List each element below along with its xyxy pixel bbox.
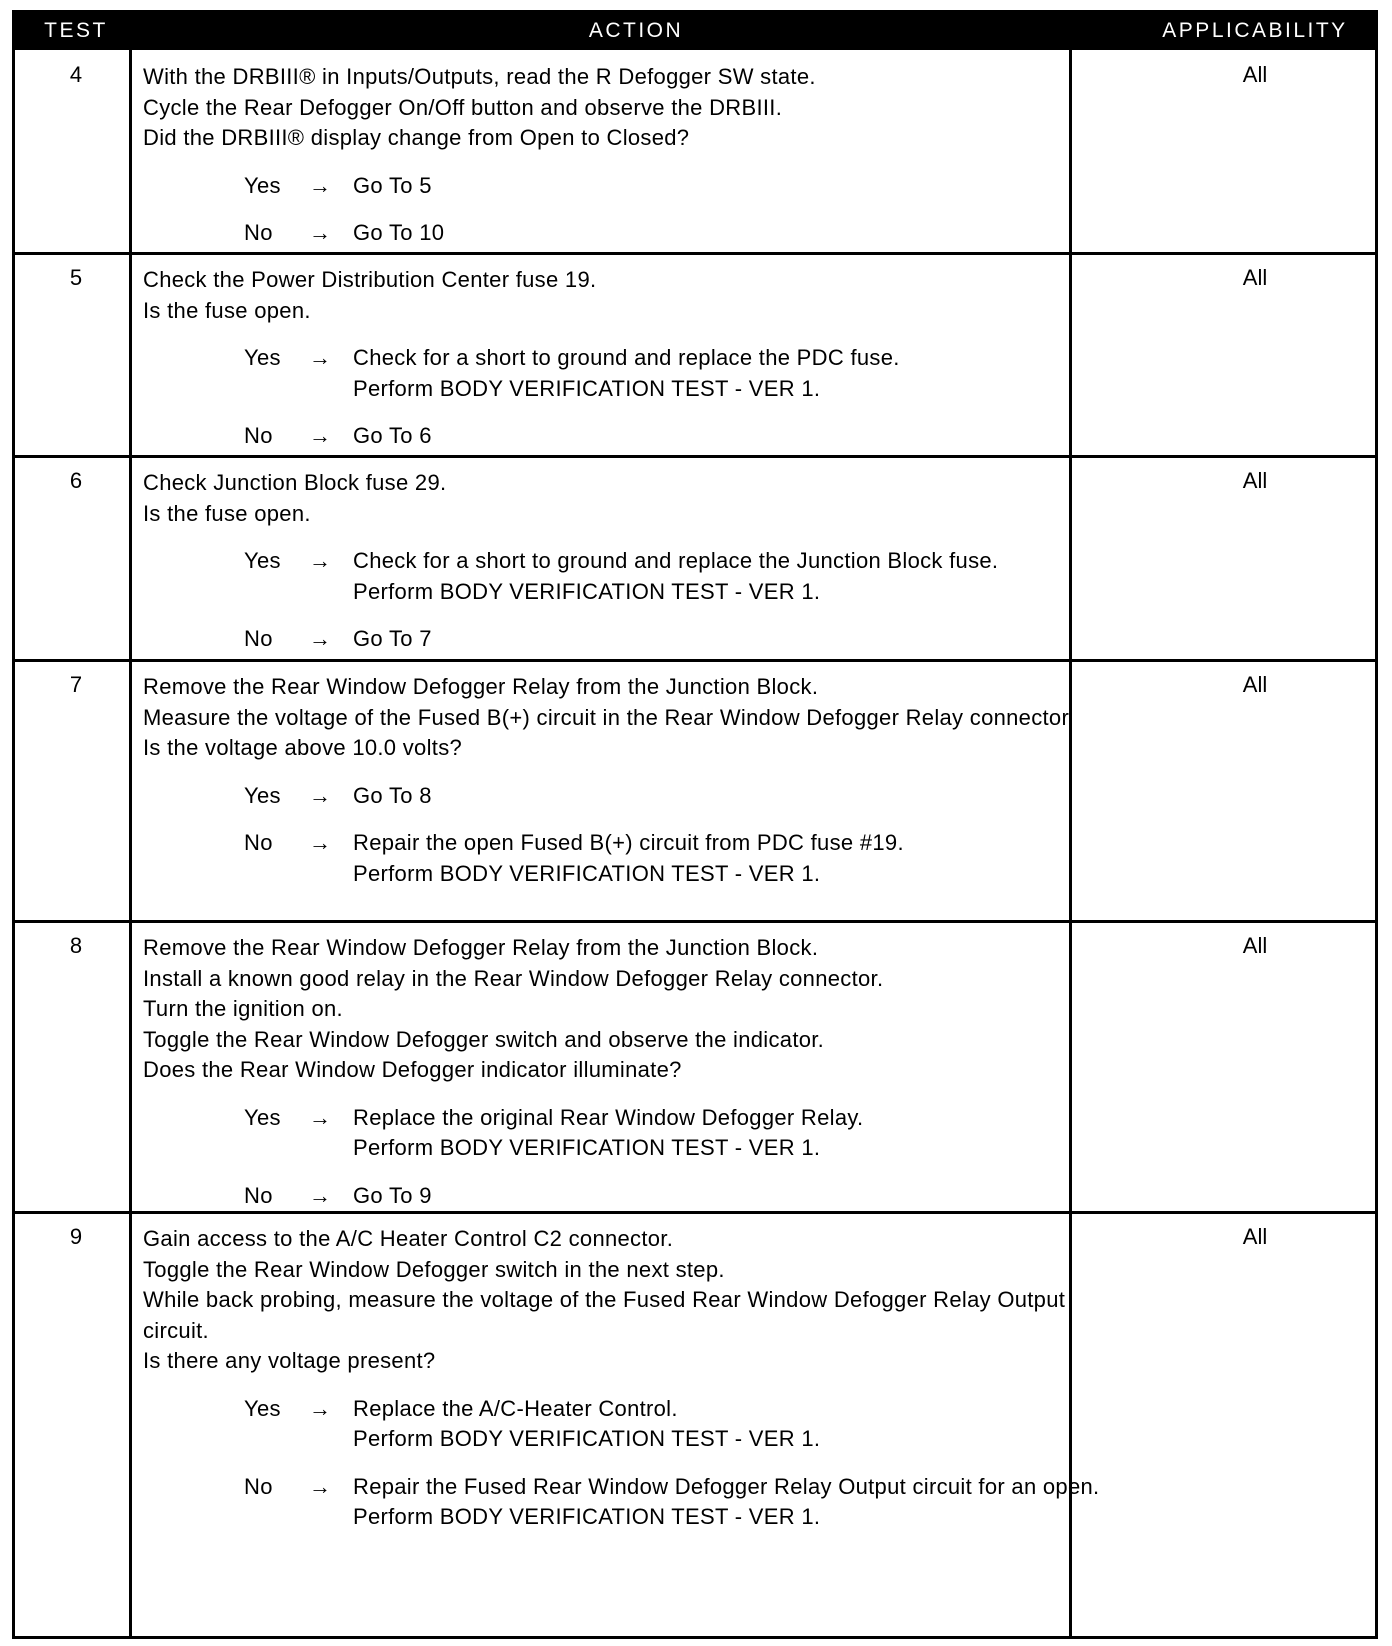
applicability: All: [1242, 468, 1268, 493]
action-line: Toggle the Rear Window Defogger switch and observe the indicator.: [143, 1026, 825, 1052]
header-action: ACTION: [588, 19, 684, 42]
yes-result: [353, 343, 1128, 404]
action-line: Does the Rear Window Defogger indicator illuminate?: [143, 1057, 682, 1082]
yes-result: [353, 1103, 1128, 1164]
result-line: Perform BODY VERIFICATION TEST - VER 1.: [353, 578, 821, 604]
result-line: Repair the open Fused B(+) circuit from PDC fuse #19.: [353, 830, 904, 855]
result-line: Go To 9: [353, 1182, 432, 1208]
test-number: 9: [69, 1224, 83, 1249]
result-line: Perform BODY VERIFICATION TEST - VER 1.: [353, 1135, 821, 1160]
no-result: [353, 828, 1128, 889]
yes-branch: [143, 171, 1128, 202]
result-line: Perform BODY VERIFICATION TEST - VER 1.: [353, 1504, 821, 1529]
action-text: [143, 62, 1128, 249]
action-line: Check the Power Distribution Center fuse 19.: [143, 267, 597, 292]
no-branch: [143, 1472, 1128, 1533]
no-branch: [143, 828, 1128, 889]
result-line: Go To 6: [353, 423, 432, 448]
no-label: No: [244, 626, 273, 651]
result-line: Repair the Fused Rear Window Defogger Relay Output circuit for an open.: [353, 1473, 1100, 1499]
arrow-icon: →: [309, 830, 332, 855]
yes-label: Yes: [244, 172, 281, 198]
action-line: Remove the Rear Window Defogger Relay from the Junction Block.: [143, 935, 819, 960]
no-label: No: [244, 830, 273, 855]
yes-branch: [143, 781, 1128, 812]
test-number: 4: [69, 62, 83, 87]
applicability: All: [1242, 62, 1268, 87]
action-line: Cycle the Rear Defogger On/Off button and observe the DRBIII.: [143, 94, 783, 120]
action-text: [143, 933, 1128, 1211]
action-line: Check Junction Block fuse 29.: [143, 470, 447, 495]
header-applicability: APPLICABILITY: [1162, 19, 1348, 42]
table-row: [15, 50, 1375, 253]
yes-label: Yes: [244, 1395, 281, 1421]
arrow-icon: →: [309, 1395, 332, 1421]
action-text: [143, 1224, 1128, 1533]
yes-result: [353, 781, 1128, 812]
yes-label: Yes: [244, 548, 281, 573]
action-text: [143, 468, 1128, 655]
action-line: While back probing, measure the voltage of the Fused Rear Window Defogger Relay Output circuit.: [143, 1287, 1066, 1343]
result-line: Perform BODY VERIFICATION TEST - VER 1.: [353, 375, 821, 401]
yes-branch: [143, 343, 1128, 404]
arrow-icon: →: [309, 1104, 332, 1130]
table-row: [15, 456, 1375, 660]
result-line: Go To 8: [353, 782, 432, 808]
action-line: Measure the voltage of the Fused B(+) circuit in the Rear Window Defogger Relay connector.: [143, 704, 1075, 730]
applicability: All: [1242, 672, 1268, 697]
applicability: All: [1242, 1224, 1268, 1249]
applicability: All: [1242, 933, 1268, 958]
arrow-icon: →: [309, 172, 332, 198]
yes-branch: [143, 1103, 1128, 1164]
no-result: [353, 1472, 1128, 1533]
arrow-icon: →: [309, 626, 332, 651]
action-line: With the DRBIII® in Inputs/Outputs, read the R Defogger SW state.: [143, 64, 816, 89]
test-number: 8: [69, 933, 83, 958]
result-line: Perform BODY VERIFICATION TEST - VER 1.: [353, 860, 821, 886]
no-result: [353, 421, 1128, 452]
no-branch: [143, 421, 1128, 452]
arrow-icon: →: [309, 345, 332, 370]
action-line: Is the fuse open.: [143, 500, 311, 526]
arrow-icon: →: [309, 782, 332, 808]
action-line: Is the voltage above 10.0 volts?: [143, 735, 463, 760]
header-test: TEST: [44, 19, 108, 42]
result-line: Perform BODY VERIFICATION TEST - VER 1.: [353, 1426, 821, 1451]
arrow-icon: →: [309, 1473, 332, 1499]
action-line: Is the fuse open.: [143, 297, 311, 323]
yes-result: [353, 1394, 1128, 1455]
test-number: 5: [69, 265, 83, 290]
yes-result: [353, 546, 1128, 607]
table-row: [15, 660, 1375, 921]
action-text: [143, 265, 1128, 452]
no-label: No: [244, 220, 273, 245]
action-line: Is there any voltage present?: [143, 1348, 436, 1373]
no-label: No: [244, 423, 273, 448]
no-label: No: [244, 1473, 273, 1499]
no-branch: [143, 1181, 1128, 1212]
yes-result: [353, 171, 1128, 202]
diagnostic-table: [12, 10, 1378, 1639]
action-line: Toggle the Rear Window Defogger switch in the next step.: [143, 1256, 725, 1282]
no-result: [353, 624, 1128, 655]
no-branch: [143, 624, 1128, 655]
result-line: Go To 10: [353, 220, 445, 245]
result-line: Replace the original Rear Window Defogger Relay.: [353, 1104, 864, 1130]
arrow-icon: →: [309, 548, 332, 573]
result-line: Check for a short to ground and replace the Junction Block fuse.: [353, 548, 999, 573]
arrow-icon: →: [309, 1182, 332, 1208]
result-line: Check for a short to ground and replace the PDC fuse.: [353, 345, 900, 370]
action-line: Gain access to the A/C Heater Control C2 connector.: [143, 1226, 674, 1251]
action-line: Remove the Rear Window Defogger Relay from the Junction Block.: [143, 674, 819, 699]
no-branch: [143, 218, 1128, 249]
yes-label: Yes: [244, 1104, 281, 1130]
no-result: [353, 1181, 1128, 1212]
table-row: [15, 1212, 1375, 1636]
arrow-icon: →: [309, 423, 332, 448]
action-line: Install a known good relay in the Rear Window Defogger Relay connector.: [143, 965, 884, 991]
yes-branch: [143, 546, 1128, 607]
test-number: 6: [69, 468, 83, 493]
no-label: No: [244, 1182, 273, 1208]
applicability: All: [1242, 265, 1268, 290]
yes-label: Yes: [244, 782, 281, 808]
table-row: [15, 253, 1375, 456]
action-line: Did the DRBIII® display change from Open to Closed?: [143, 125, 690, 150]
yes-branch: [143, 1394, 1128, 1455]
action-text: [143, 672, 1128, 889]
test-number: 7: [69, 672, 83, 697]
result-line: Go To 7: [353, 626, 432, 651]
no-result: [353, 218, 1128, 249]
result-line: Replace the A/C-Heater Control.: [353, 1395, 678, 1421]
yes-label: Yes: [244, 345, 281, 370]
result-line: Go To 5: [353, 172, 432, 198]
arrow-icon: →: [309, 220, 332, 245]
action-line: Turn the ignition on.: [143, 996, 343, 1021]
table-header: [15, 13, 1375, 50]
table-row: [15, 921, 1375, 1212]
